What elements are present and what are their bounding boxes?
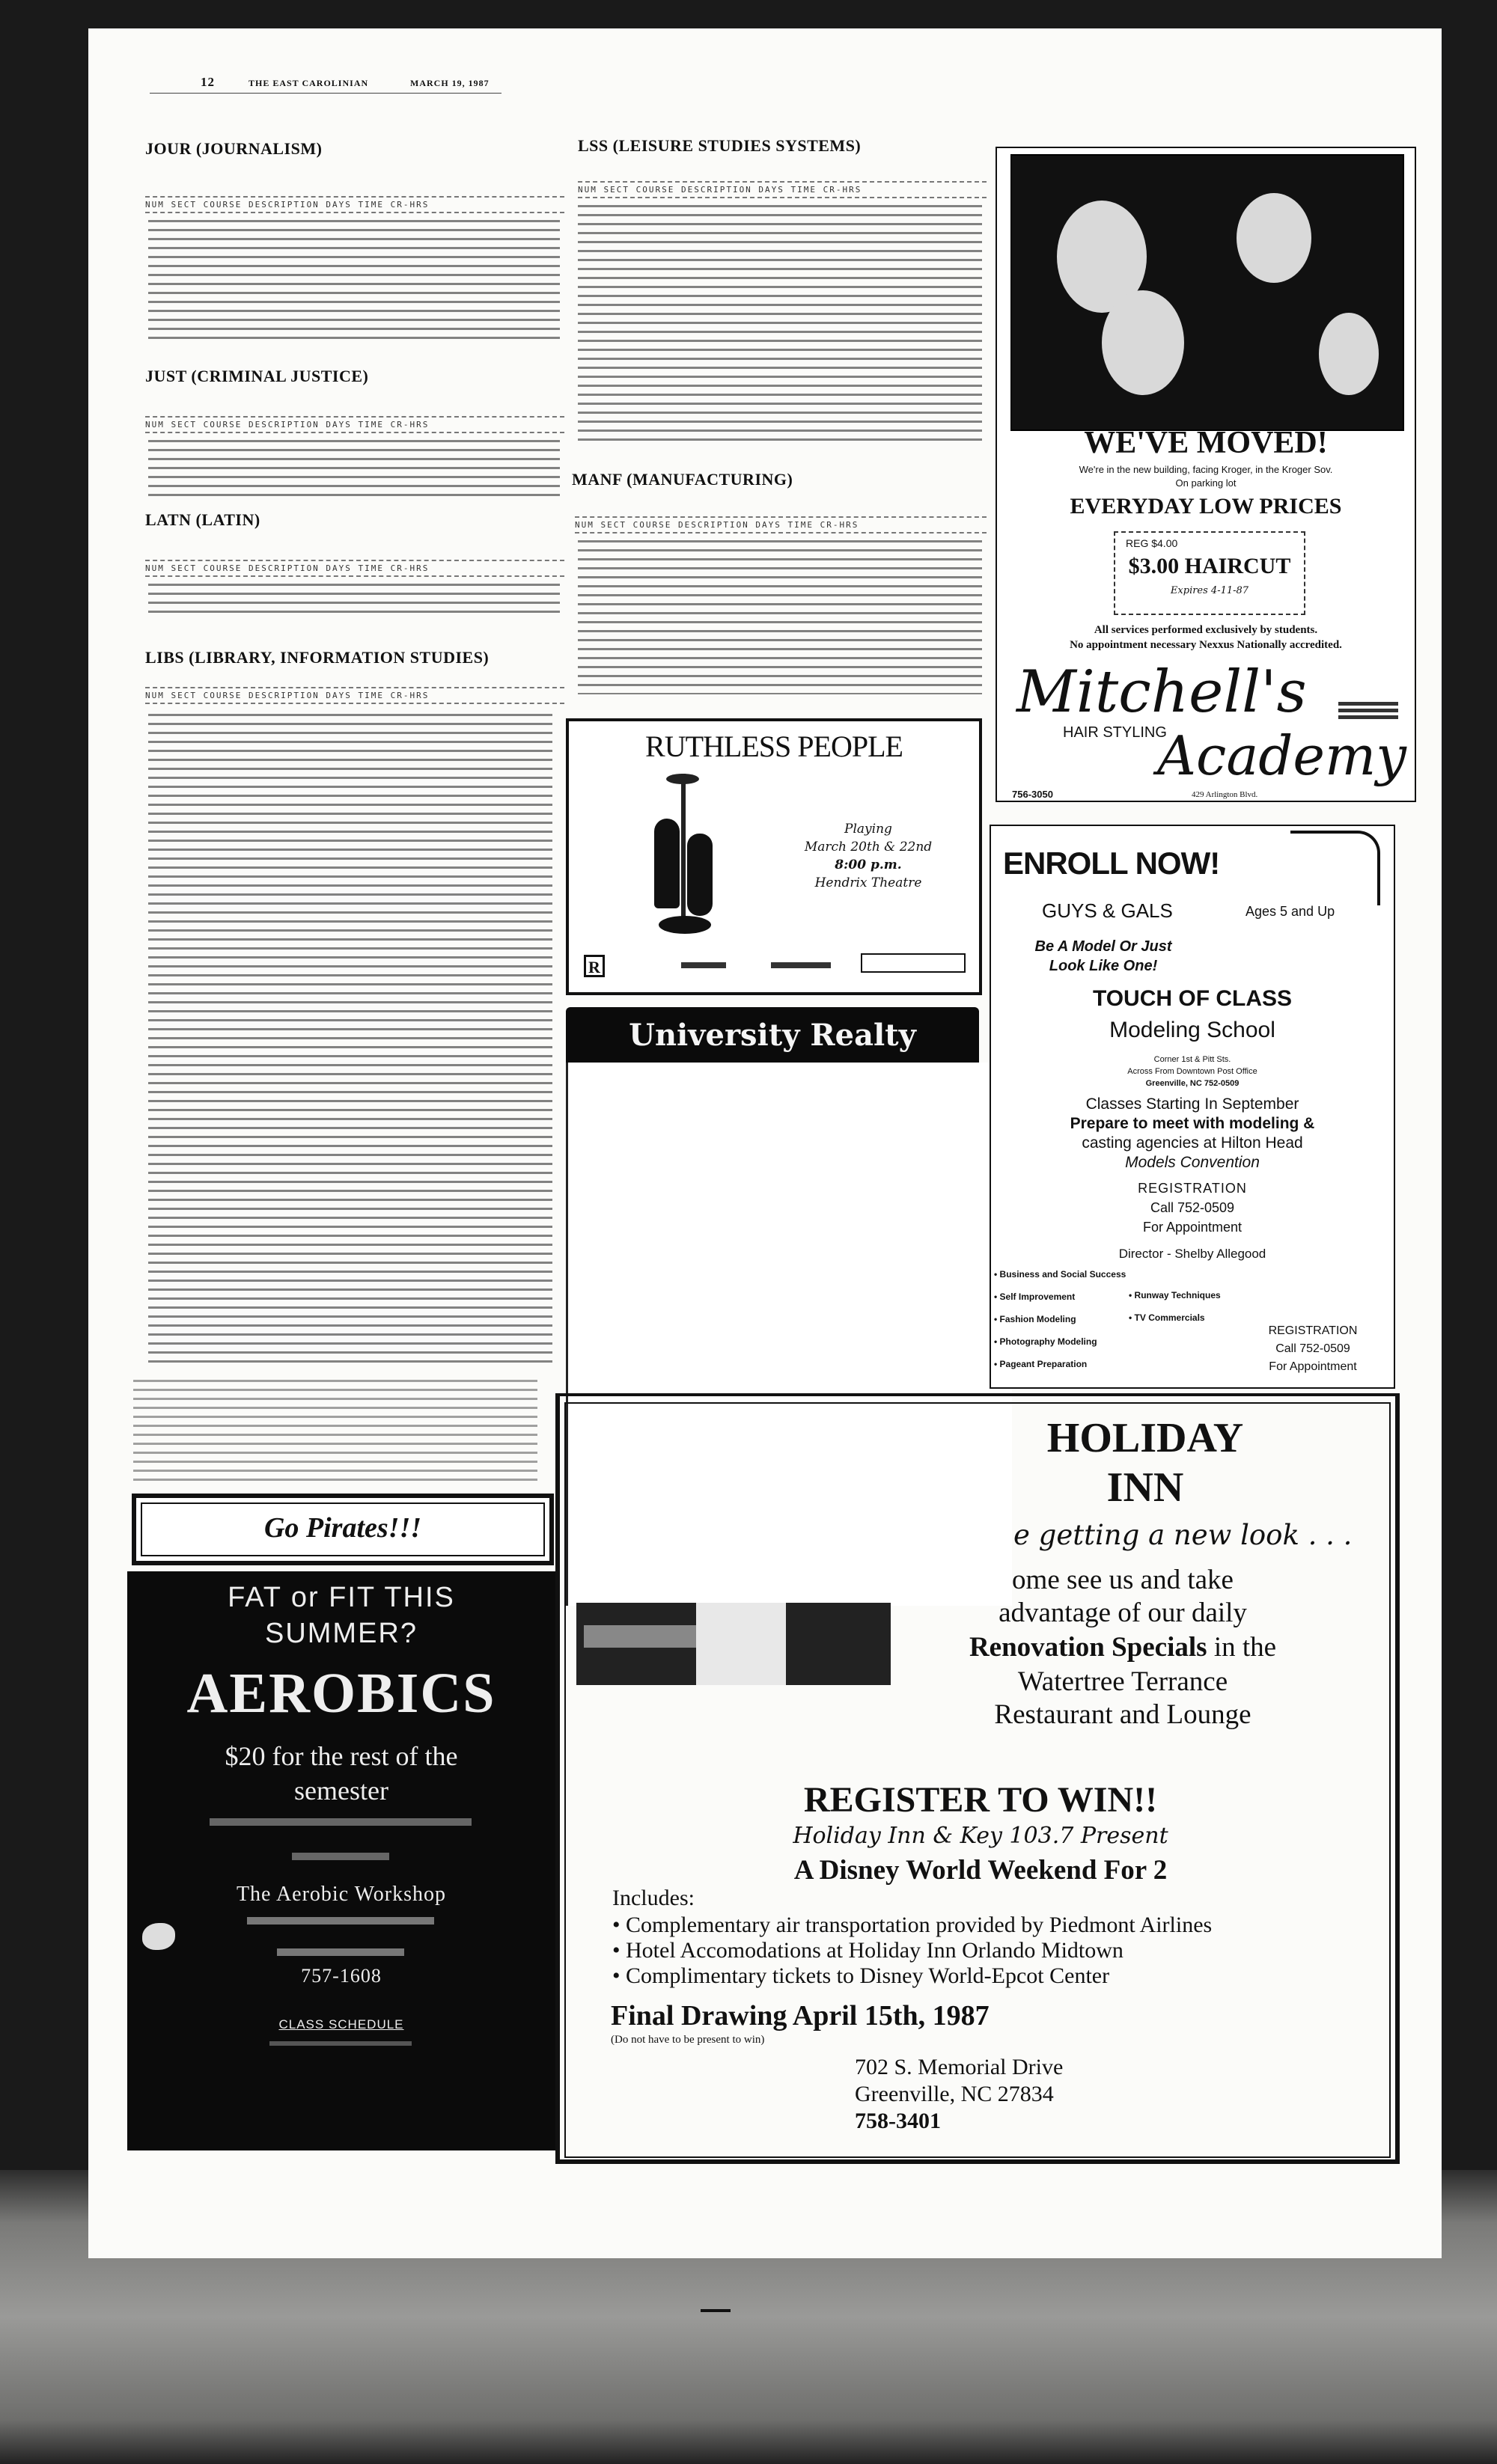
list-item: • Complimentary tickets to Disney World-Epcot Center [612, 1963, 1376, 1989]
school-name-2: Modeling School [1109, 1018, 1275, 1042]
table-header: NUM SECT COURSE DESCRIPTION DAYS TIME CR-HRS [145, 416, 564, 433]
sneaker-icon [142, 1923, 175, 1950]
faded-text-line [292, 1853, 389, 1860]
prepare-line-3: Models Convention [1125, 1154, 1260, 1171]
credit-line [771, 962, 831, 968]
holiday-line-5: Restaurant and Lounge [994, 1699, 1251, 1730]
faded-text-line [277, 1948, 404, 1956]
prepare-line-1: Prepare to meet with modeling & [1070, 1115, 1315, 1132]
modeling-school-ad [990, 825, 1395, 1389]
registration-label: REGISTRATION [1138, 1181, 1247, 1196]
table-header: NUM SECT COURSE DESCRIPTION DAYS TIME CR-HRS [578, 181, 987, 198]
enroll-headline: ENROLL NOW! [1003, 846, 1220, 881]
faded-text-line [269, 2041, 412, 2046]
registration-label-2: REGISTRATION [1268, 1324, 1358, 1337]
list-item: • Photography Modeling [994, 1330, 1129, 1353]
faded-text-line [247, 1917, 434, 1925]
go-pirates-text: Go Pirates!!! [263, 1512, 422, 1544]
table-header: NUM SECT COURSE DESCRIPTION DAYS TIME CR-HRS [145, 687, 564, 704]
list-item: • Self Improvement [994, 1286, 1129, 1308]
registration-appt-2: For Appointment [1269, 1360, 1357, 1373]
list-item: • Runway Techniques [1129, 1284, 1256, 1306]
holiday-address-1: 702 S. Memorial Drive [855, 2055, 1064, 2079]
libs-notes [133, 1377, 537, 1482]
includes-label: Includes: [612, 1886, 695, 1910]
moved-subtext-2: On parking lot [1175, 477, 1237, 489]
aerobic-workshop-name: The Aerobic Workshop [236, 1883, 447, 1906]
hours-block [1338, 699, 1398, 729]
moved-headline: WE'VE MOVED! [1084, 426, 1328, 460]
brand-academy: Academy [1157, 724, 1406, 787]
realty-title: University Realty [629, 1018, 916, 1053]
list-item: • Complementary air transportation provided by Piedmont Airlines [612, 1913, 1376, 1938]
appointment-note: No appointment necessary Nexxus Nationally accredited. [1070, 639, 1342, 651]
libs-course-list [148, 711, 552, 1369]
section-heading-jour: JOUR (JOURNALISM) [145, 139, 323, 158]
services-note: All services performed exclusively by students. [1094, 624, 1318, 636]
movie-venue: Hendrix Theatre [814, 875, 922, 890]
aerobics-question-2: SUMMER? [264, 1618, 418, 1649]
just-course-list [148, 437, 560, 497]
faded-text-line [210, 1818, 472, 1826]
guys-gals: GUYS & GALS [1042, 899, 1173, 922]
present-note: (Do not have to be present to win) [611, 2034, 765, 2046]
list-item: • Pageant Preparation [994, 1353, 1129, 1375]
registration-appt: For Appointment [1142, 1220, 1243, 1235]
holiday-address-2: Greenville, NC 27834 [855, 2082, 1054, 2106]
registration-call: Call 752-0509 [1150, 1200, 1235, 1215]
class-schedule-link: CLASS SCHEDULE [278, 2017, 404, 2032]
holiday-line-1: ome see us and take [1012, 1565, 1234, 1595]
folio-rule [150, 93, 501, 94]
mitchells-academy-ad [996, 147, 1416, 802]
prices-title: EVERYDAY LOW PRICES [1070, 494, 1342, 519]
section-heading-lss: LSS (LEISURE STUDIES SYSTEMS) [578, 136, 862, 155]
school-address-1: Corner 1st & Pitt Sts. [1153, 1055, 1231, 1064]
holiday-line-4: Watertree Terrance [1017, 1666, 1228, 1697]
list-item: • Business and Social Success [994, 1263, 1129, 1286]
mitchells-address: 429 Arlington Blvd. [1192, 790, 1258, 799]
holiday-title-2: INN [1106, 1464, 1184, 1511]
classes-starting: Classes Starting In September [1085, 1095, 1299, 1113]
ornament-corner [1290, 831, 1380, 905]
list-item: • Hotel Accomodations at Holiday Inn Orlando Midtown [612, 1938, 1376, 1963]
university-realty-banner [566, 1007, 979, 1063]
holiday-title-1: HOLIDAY [1046, 1415, 1244, 1461]
disney-headline: A Disney World Weekend For 2 [793, 1855, 1168, 1886]
coupon-expiry: Expires 4-11-87 [1170, 585, 1249, 596]
aerobics-price-1: $20 for the rest of the [225, 1741, 458, 1771]
dolby-logo [861, 953, 966, 973]
movie-figure-illustration [651, 774, 719, 938]
manf-course-list [578, 537, 982, 694]
list-item: • TV Commercials [1129, 1306, 1256, 1329]
jour-course-list [148, 217, 560, 340]
issue-date: MARCH 19, 1987 [410, 78, 490, 88]
prepare-line-2: casting agencies at Hilton Head [1082, 1134, 1303, 1152]
ruthless-people-ad [566, 718, 982, 995]
movie-dates: March 20th & 22nd [804, 840, 933, 855]
aerobics-phone: 757-1608 [301, 1965, 382, 1987]
movie-details [793, 820, 943, 892]
mitchells-phone: 756-3050 [1012, 789, 1053, 800]
table-header: NUM SECT COURSE DESCRIPTION DAYS TIME CR-HRS [575, 516, 987, 534]
ages-text: Ages 5 and Up [1246, 904, 1335, 919]
school-name-1: TOUCH OF CLASS [1092, 986, 1293, 1011]
aerobics-ad [127, 1571, 555, 2150]
brand-mitchells: Mitchell's [1016, 658, 1307, 726]
register-headline: REGISTER TO WIN!! [803, 1780, 1158, 1820]
brand-tagline: HAIR STYLING [1063, 724, 1167, 741]
prize-list [612, 1913, 1376, 1989]
model-tagline-2: Look Like One! [1049, 958, 1158, 974]
holiday-line-3-tail: in the [1207, 1632, 1277, 1663]
aerobics-price-2: semester [294, 1776, 388, 1806]
director-line: Director - Shelby Allegood [1118, 1247, 1266, 1261]
services-list-right [1129, 1284, 1256, 1329]
credit-line [681, 962, 726, 968]
school-address-3: Greenville, NC 752-0509 [1145, 1079, 1240, 1088]
coupon-reg: REG $4.00 [1126, 537, 1178, 549]
moved-subtext: We're in the new building, facing Kroger, in the Kroger Sov. [1079, 464, 1333, 475]
services-list-left [994, 1263, 1129, 1375]
section-heading-libs: LIBS (LIBRARY, INFORMATION STUDIES) [145, 648, 490, 667]
paper-name: THE EAST CAROLINIAN [249, 78, 369, 88]
model-tagline-1: Be A Model Or Just [1034, 938, 1172, 955]
coupon-price: $3.00 HAIRCUT [1128, 554, 1291, 578]
school-address-2: Across From Downtown Post Office [1127, 1067, 1257, 1076]
renovation-specials: Renovation Specials [969, 1632, 1207, 1663]
scan-mark [701, 2309, 731, 2312]
hairstyle-photo-collage [1010, 154, 1404, 431]
register-present: Holiday Inn & Key 103.7 Present [793, 1823, 1168, 1849]
list-item: • Fashion Modeling [994, 1308, 1129, 1330]
table-header: NUM SECT COURSE DESCRIPTION DAYS TIME CR-HRS [145, 560, 564, 577]
section-heading-just: JUST (CRIMINAL JUSTICE) [145, 367, 369, 385]
movie-time: 8:00 p.m. [835, 857, 902, 872]
holiday-phone: 758-3401 [855, 2109, 941, 2133]
section-heading-manf: MANF (MANUFACTURING) [572, 470, 793, 489]
holiday-line-2: advantage of our daily [998, 1598, 1247, 1628]
haircut-coupon [1114, 531, 1305, 615]
lss-course-list [578, 202, 982, 445]
movie-title: RUTHLESS PEOPLE [645, 730, 903, 763]
section-heading-latn: LATN (LATIN) [145, 510, 260, 529]
holiday-tagline: e getting a new look . . . [1013, 1519, 1353, 1551]
holiday-line-3 [883, 1631, 1362, 1663]
movie-playing: Playing [844, 822, 892, 837]
page-number: 12 [201, 75, 215, 89]
final-drawing: Final Drawing April 15th, 1987 [611, 2000, 990, 2032]
latn-course-list [148, 581, 560, 617]
registration-call-2: Call 752-0509 [1275, 1342, 1350, 1355]
go-pirates-box [132, 1494, 554, 1565]
aerobics-question-1: FAT or FIT THIS [228, 1582, 455, 1613]
table-header: NUM SECT COURSE DESCRIPTION DAYS TIME CR-HRS [145, 196, 564, 213]
rating-badge: R [584, 955, 605, 977]
aerobics-title: AEROBICS [186, 1662, 496, 1725]
